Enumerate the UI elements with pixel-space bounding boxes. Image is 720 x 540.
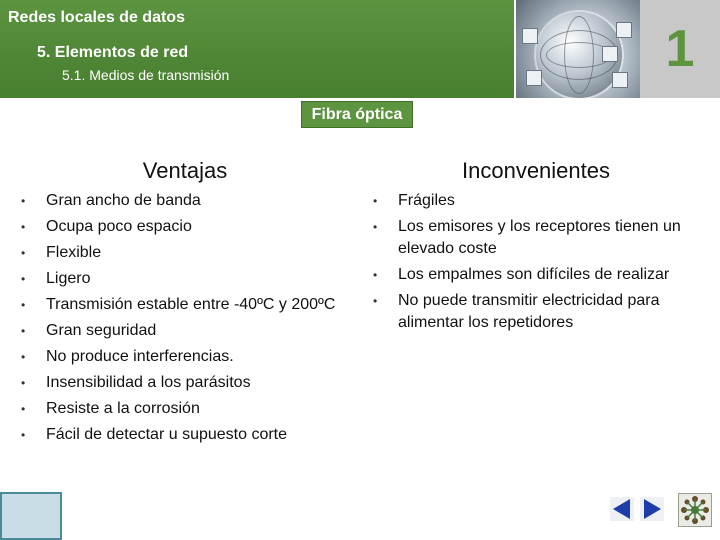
corner-decoration	[0, 492, 62, 540]
list-item: • Gran seguridad	[20, 320, 350, 342]
home-button[interactable]	[678, 493, 712, 527]
advantages-heading: Ventajas	[142, 158, 228, 183]
bullet-icon: •	[373, 268, 378, 282]
network-home-icon	[679, 494, 711, 526]
advantages-list	[20, 190, 350, 450]
list-item: • No puede transmitir electricidad para alimentar los repetidores	[373, 292, 660, 331]
bullet-icon: •	[21, 324, 26, 338]
bullet-icon: •	[21, 298, 26, 312]
list-item: • Ligero	[20, 268, 350, 290]
topic-label: Fibra óptica	[301, 101, 413, 128]
bullet-icon: •	[21, 402, 26, 416]
list-item: • Gran ancho de banda	[20, 190, 350, 212]
subsection-title: 5.1. Medios de transmisión	[62, 67, 230, 83]
bullet-icon: •	[21, 246, 26, 260]
list-item: • Frágiles	[372, 190, 700, 212]
chapter-number: 1	[665, 20, 695, 78]
bullet-icon: •	[21, 272, 26, 286]
arrow-right-icon	[640, 497, 664, 521]
bullet-icon: •	[373, 294, 378, 308]
bullet-icon: •	[21, 350, 26, 364]
bullet-icon: •	[21, 194, 26, 208]
next-slide-button[interactable]	[640, 497, 664, 521]
list-item: • Resiste a la corrosión	[20, 398, 350, 420]
bullet-icon: •	[21, 428, 26, 442]
header-band	[0, 0, 720, 98]
bullet-icon: •	[21, 376, 26, 390]
list-item: • Transmisión estable entre -40ºC y 200ºC	[20, 294, 350, 316]
previous-slide-button[interactable]	[610, 497, 634, 521]
bullet-icon: •	[21, 220, 26, 234]
list-item: • Fácil de detectar u supuesto corte	[20, 424, 350, 446]
arrow-left-icon	[610, 497, 634, 521]
list-item: • Los emisores y los receptores tienen un elevado coste	[373, 218, 681, 257]
list-item: • Insensibilidad a los parásitos	[20, 372, 350, 394]
bullet-icon: •	[373, 194, 378, 208]
disadvantages-list	[372, 190, 700, 338]
list-item: • Ocupa poco espacio	[20, 216, 350, 238]
list-item: • Los empalmes son difíciles de realizar	[372, 264, 700, 286]
section-title: 5. Elementos de red	[37, 44, 189, 61]
chapter-badge	[640, 0, 720, 98]
network-globe-image	[514, 0, 642, 98]
list-item: • No produce interferencias.	[20, 346, 350, 368]
course-title: Redes locales de datos	[8, 9, 185, 26]
disadvantages-heading: Inconvenientes	[462, 158, 610, 183]
bullet-icon: •	[373, 220, 378, 234]
list-item: • Flexible	[20, 242, 350, 264]
